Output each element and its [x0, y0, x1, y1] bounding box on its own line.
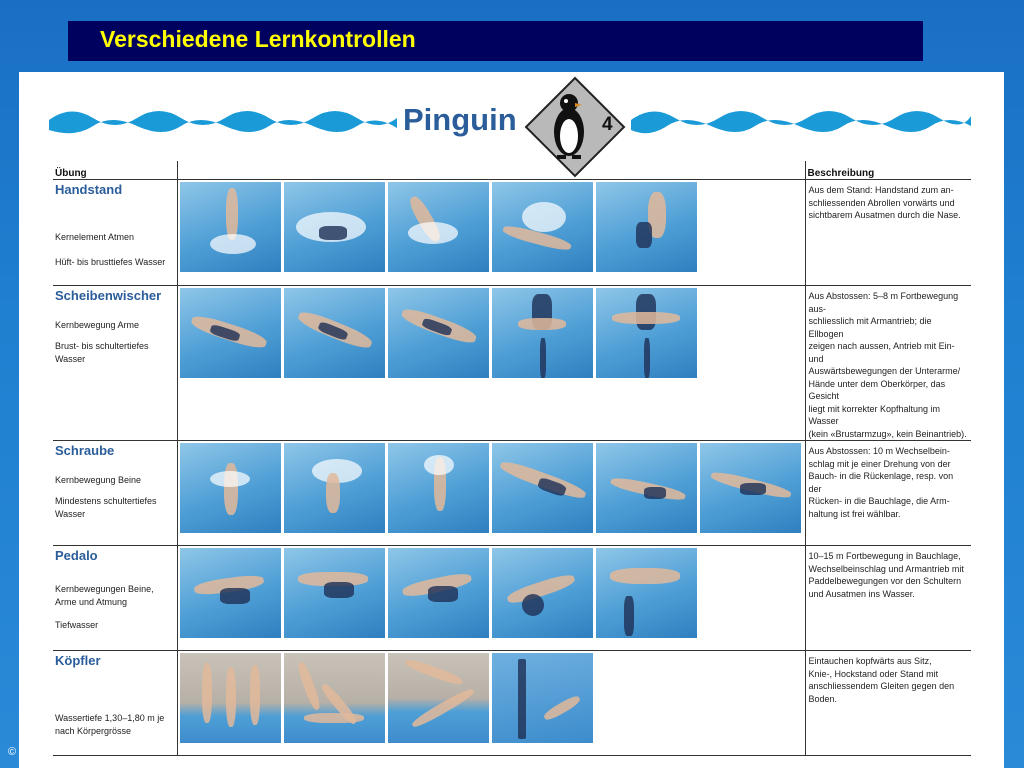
exercise-detail: Kernbewegungen Beine, Arme und Atmung [55, 584, 154, 607]
exercise-cell [53, 546, 177, 651]
swim-photo [180, 653, 281, 743]
swim-photo [180, 443, 281, 533]
sheet-header [19, 72, 1004, 167]
description-line: Auswärtsbewegungen der Unterarme/ [808, 366, 961, 376]
description-cell [805, 546, 971, 651]
column-header-exercise: Übung [53, 161, 177, 180]
exercise-name: Pedalo [55, 548, 98, 563]
swim-photo [180, 548, 281, 638]
table-row [53, 286, 971, 441]
swim-photo [388, 288, 489, 378]
photo-cell [177, 286, 805, 441]
exercise-cell [53, 286, 177, 441]
swim-photo [492, 548, 593, 638]
swim-photo [492, 653, 593, 743]
description-line: Aus Abstossen: 10 m Wechselbein- [808, 446, 950, 456]
exercise-detail: Mindestens schultertiefes Wasser [55, 496, 157, 519]
description-line: zeigen nach aussen, Antrieb mit Ein- und [808, 341, 955, 364]
swim-photo [596, 548, 697, 638]
swim-photo [180, 288, 281, 378]
swim-photo [388, 653, 489, 743]
swim-photo [284, 548, 385, 638]
description-line: Paddelbewegungen vor den Schultern [808, 576, 962, 586]
description-cell [805, 441, 971, 546]
swim-photo [284, 653, 385, 743]
exercise-description [806, 180, 972, 222]
description-line: Aus Abstossen: 5–8 m Fortbewegung aus- [808, 291, 959, 314]
table-row [53, 441, 971, 546]
slide-title-bar [68, 21, 923, 61]
photo-cell [177, 441, 805, 546]
exercise-detail: Kernbewegung Arme [55, 320, 140, 330]
description-line: Wechselbeinschlag und Armantrieb mit [808, 563, 964, 574]
exercise-name: Handstand [55, 182, 123, 197]
description-line: Bauch- in die Rückenlage, resp. von der [808, 471, 954, 494]
exercise-name: Köpfler [55, 653, 101, 668]
exercise-description [806, 286, 972, 440]
description-line: Eintauchen kopfwärts aus Sitz, [808, 656, 932, 666]
table-row [53, 546, 971, 651]
description-line: Rücken- in die Bauchlage, die Arm- [808, 496, 950, 506]
description-line: 10–15 m Fortbewegung in Bauchlage, [808, 551, 961, 561]
description-cell [805, 180, 971, 286]
swim-photo [388, 182, 489, 272]
description-line: sichtbarem Ausatmen durch die Nase. [808, 210, 961, 220]
swim-photo [284, 288, 385, 378]
table-row [53, 180, 971, 286]
table-header-row [53, 161, 971, 180]
exercise-detail: Kernbewegung Beine [55, 475, 142, 485]
description-line: haltung ist frei wählbar. [808, 508, 901, 519]
exercise-detail: Hüft- bis brusttiefes Wasser [55, 257, 166, 267]
swim-photo [388, 548, 489, 638]
swim-photo [284, 182, 385, 272]
sheet-heading: Pinguin [403, 102, 517, 137]
exercise-detail: Kernelement Atmen [55, 232, 135, 242]
description-line: Boden. [808, 693, 838, 704]
description-line: Hände unter dem Oberkörper, das Gesicht [808, 378, 946, 401]
description-line: (kein «Brustarmzug», kein Beinantrieb). [808, 428, 967, 439]
swim-photo [284, 443, 385, 533]
slide-title: Verschiedene Lernkontrollen [100, 26, 416, 52]
swim-photo [492, 288, 593, 378]
exercise-description [806, 546, 972, 600]
badge-number: 4 [602, 114, 613, 135]
swim-photo [388, 443, 489, 533]
exercise-cell [53, 441, 177, 546]
exercise-name: Schraube [55, 443, 115, 458]
exercise-description [806, 651, 972, 705]
description-line: Aus dem Stand: Handstand zum an- [808, 185, 954, 195]
description-line: Knie-, Hockstand oder Stand mit [808, 668, 939, 679]
description-line: und Ausatmen ins Wasser. [808, 588, 915, 599]
description-line: schliessenden Abrollen vorwärts und [808, 197, 955, 208]
column-header-description: Beschreibung [805, 161, 971, 180]
photo-cell [177, 651, 805, 756]
exercise-description [806, 441, 972, 520]
left-wave-icon [49, 100, 397, 140]
description-line: schliesslich mit Armantrieb; die Ellbogen [808, 316, 932, 339]
swim-photo [700, 443, 801, 533]
copyright-mark: © [8, 746, 17, 758]
exercise-detail: Brust- bis schultertiefes Wasser [55, 341, 149, 364]
exercise-cell [53, 651, 177, 756]
right-wave-icon [631, 100, 971, 140]
exercise-table [53, 161, 971, 756]
swim-photo [596, 182, 697, 272]
swim-photo [492, 182, 593, 272]
table-row [53, 651, 971, 756]
description-line: anschliessendem Gleiten gegen den [808, 681, 955, 691]
photo-cell [177, 180, 805, 286]
exercise-cell [53, 180, 177, 286]
description-cell [805, 286, 971, 441]
worksheet [19, 72, 1004, 768]
exercise-name: Scheibenwischer [55, 288, 162, 303]
swim-photo [180, 182, 281, 272]
description-line: liegt mit korrekter Kopfhaltung im Wasser [808, 403, 941, 426]
swim-photo [596, 443, 697, 533]
description-cell [805, 651, 971, 756]
column-header-photos [177, 161, 805, 180]
photo-cell [177, 546, 805, 651]
description-line: schlag mit je einer Drehung von der [808, 458, 951, 469]
exercise-detail: Wassertiefe 1,30–1,80 m je nach Körpergrösse [55, 713, 165, 736]
swim-photo [492, 443, 593, 533]
exercise-detail: Tiefwasser [55, 620, 99, 630]
swim-photo [596, 288, 697, 378]
